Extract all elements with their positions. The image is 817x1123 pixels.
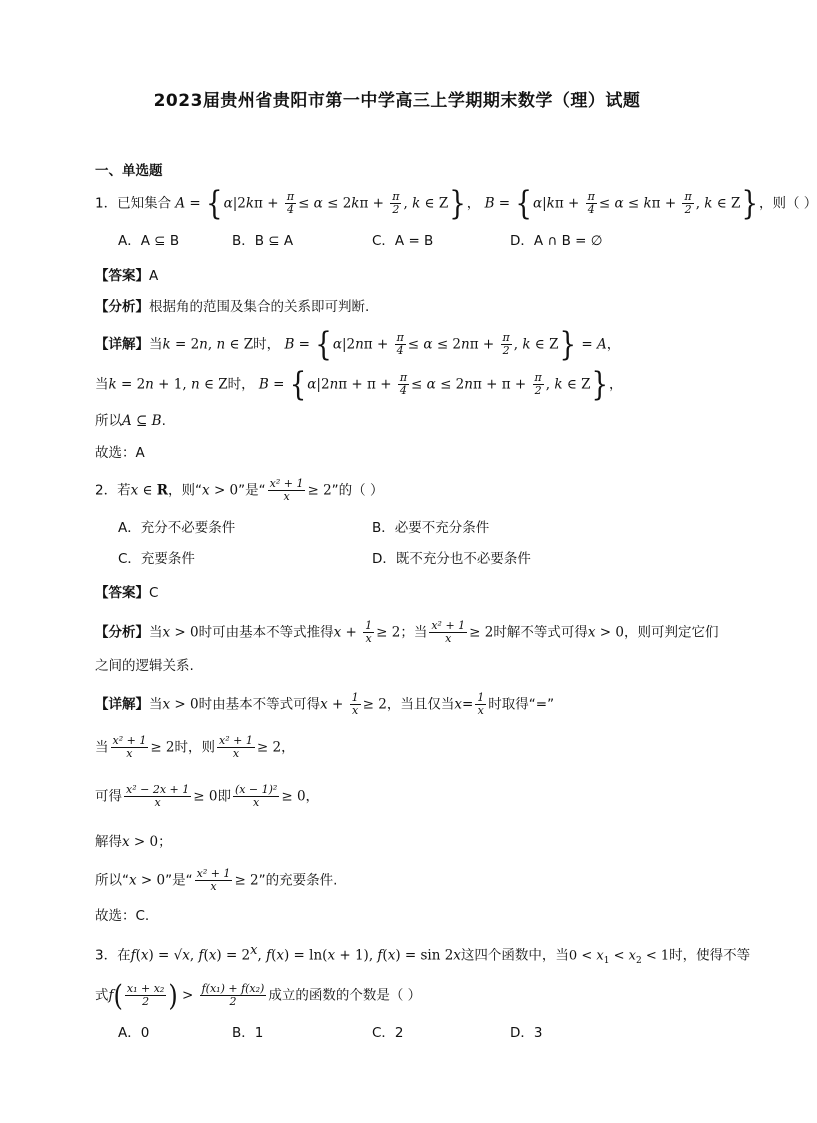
q1-option-a: A．A ⊆ B	[118, 233, 180, 249]
q1-number: 1．已知集合	[95, 195, 172, 212]
page-title: 2023届贵州省贵阳市第一中学高三上学期期末数学（理）试题	[153, 91, 641, 111]
q2-analysis-line-1: 【分析】当x > 0时可由基本不等式推得x + $\frac{1}{x}$ ≥ 2；当 $\frac{\text{x² + 1}}{x}$ ≥ 2时解不等式可得x > 0，则可判定它们	[95, 619, 719, 645]
q2-detail-2: 当 $\frac{\text{x² + 1}}{x}$ ≥ 2时，则 $\frac{\text{x² + 1}}{x}$ ≥ 2，	[95, 734, 295, 760]
q1-option-b: B．B ⊆ A	[232, 233, 294, 249]
q2-option-d: D．既不充分也不必要条件	[372, 551, 531, 567]
q3-stem-line-2: 式f( $\frac{\text{x₁ + x₂}}{2}$ ) > $\frac{\text{f(x₁) + f(x₂)}}{2}$ 成立的函数的个数是（ ）	[95, 978, 422, 1013]
q1-option-c: C．A = B	[372, 233, 434, 249]
q3-option-d: D．3	[510, 1025, 543, 1041]
q3-stem-line-1: 3．在f(x) = √x, $f(x) = 2^x$, f(x) = ln(x + 1), f(x) = sin 2x这四个函数中，当$0 < x_1 < x_2 < 1$时，使得不等	[95, 943, 751, 967]
q3-option-c: C．2	[372, 1025, 404, 1041]
q1-tail: ，则（ ）	[758, 195, 817, 212]
q1-detail-2: 当k = 2n + 1, n ∈ Z时， B = {α|2nπ + π + $\frac{\pi}{4}$ ≤ α ≤ 2nπ + π + $\frac{\pi}{2}$ , k ∈ Z}，	[95, 365, 623, 404]
q2-stem: 2．若x ∈ R，则“x > 0”是“ $\frac{\text{x² + 1}}{x}$ ≥ 2”的（ ）	[95, 477, 384, 503]
q2-detail-4: 解得x > 0；	[95, 834, 172, 850]
section-heading: 一、单选题	[95, 163, 163, 179]
q2-analysis-line-2: 之间的逻辑关系.	[95, 658, 194, 674]
q2-option-b: B．必要不充分条件	[372, 520, 490, 536]
q2-detail-5: 所以“x > 0”是“ $\frac{\text{x² + 1}}{x}$ ≥ 2”的充要条件.	[95, 867, 338, 893]
q1-detail-1: 【详解】当k = 2n, n ∈ Z时， B = {α|2nπ + $\frac{\pi}{4}$ ≤ α ≤ 2nπ + $\frac{\pi}{2}$ , k ∈ Z} = A，	[95, 325, 621, 364]
q2-option-a: A．充分不必要条件	[118, 520, 236, 536]
q1-analysis: 【分析】根据角的范围及集合的关系即可判断.	[95, 299, 370, 315]
q3-option-a: A．0	[118, 1025, 150, 1041]
q2-detail-3: 可得 $\frac{\text{x² − 2x + 1}}{x}$ ≥ 0即 $\frac{\text{(x − 1)²}}{x}$ ≥ 0，	[95, 783, 320, 809]
q1-choice: 故选：A	[95, 445, 145, 461]
q2-detail-1: 【详解】当x > 0时由基本不等式可得x + $\frac{1}{x}$ ≥ 2，当且仅当x= $\frac{1}{x}$ 时取得“=”	[95, 691, 555, 717]
q2-choice: 故选：C.	[95, 908, 150, 924]
q1-conclusion: 所以A ⊆ B.	[95, 413, 166, 429]
q1-option-d: D．A ∩ B = ∅	[510, 233, 603, 249]
q3-option-b: B．1	[232, 1025, 264, 1041]
q2-answer: 【答案】C	[95, 585, 159, 601]
q2-option-c: C．充要条件	[118, 551, 195, 567]
q1-stem: 1．已知集合 A = {α|2kπ + $\frac{\pi}{4}$ ≤ α ≤ 2kπ + $\frac{\pi}{2}$ , k ∈ Z}， B = {α|kπ + $\frac{\pi}{4}$ ≤ α ≤ kπ + $\frac{\pi}{2}$ , k ∈ Z}，则（ ）	[95, 184, 817, 223]
q1-answer: 【答案】A	[95, 268, 159, 284]
